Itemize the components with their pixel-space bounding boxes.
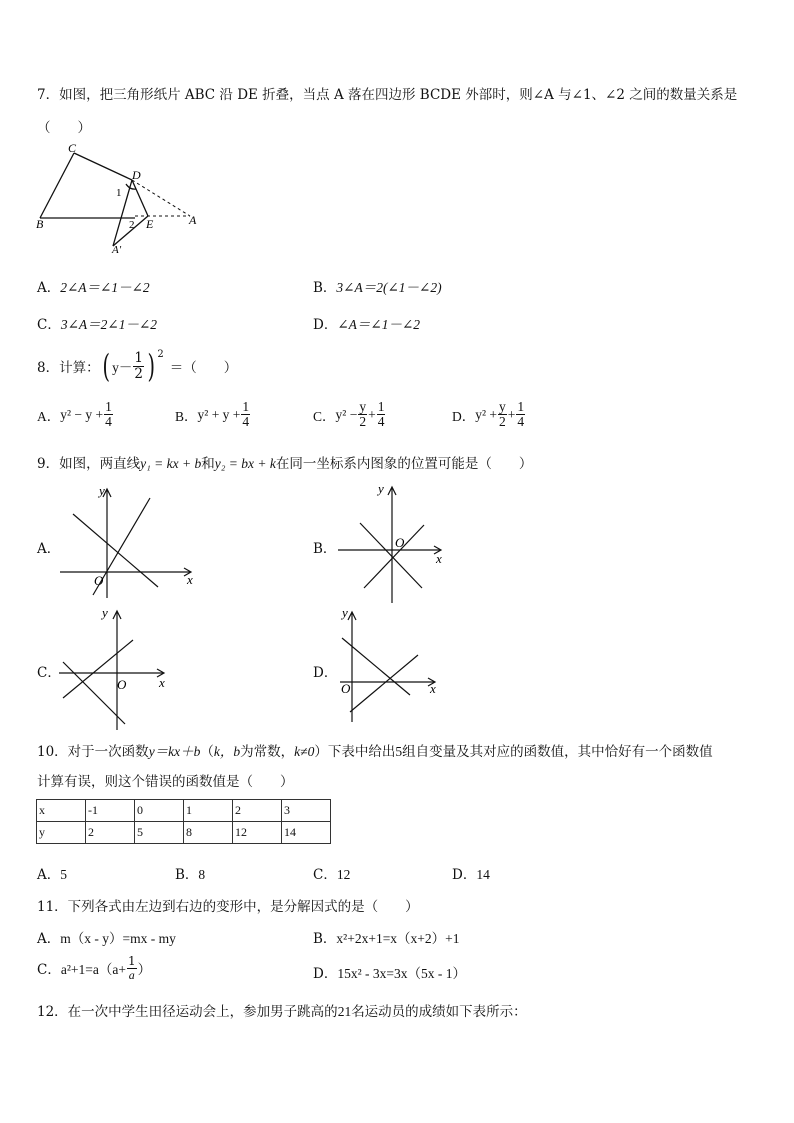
q12-stem: 12．在一次中学生田径运动会上，参加男子跳高的21名运动员的成绩如下表所示： bbox=[37, 1004, 527, 1020]
q7-option-d-text: ∠A＝∠1－∠2 bbox=[337, 317, 421, 332]
q8-option-b-fraction: $\frac{1}{4}$ bbox=[242, 399, 250, 430]
q9-option-a-label: A． bbox=[37, 541, 61, 557]
q9-eq1: y₁ = kx + b bbox=[140, 456, 202, 471]
q10-option-b: B．8 bbox=[175, 867, 206, 883]
q11-stem: 11．下列各式由左边到右边的变形中，是分解因式的是（ ） bbox=[37, 899, 419, 915]
table-cell: 3 bbox=[282, 800, 331, 822]
q7-option-c-text: 3∠A＝2∠1－∠2 bbox=[60, 317, 158, 332]
q11-option-c: C． a²+1=a（a+ $\frac{1}{a}$ ） bbox=[37, 954, 152, 982]
table-cell: -1 bbox=[86, 800, 135, 822]
q8-fraction: $\frac{1}{2}$ bbox=[134, 350, 143, 382]
q8-stem: 8．计算： ( y－ $\frac{1}{2}$ ) $^2$ ＝（ ） bbox=[37, 347, 238, 385]
q9-option-c-label: C． bbox=[37, 665, 61, 681]
table-cell: 2 bbox=[86, 822, 135, 844]
q10-line1: 10．对于一次函数y＝kx＋b（k，b为常数，k≠0）下表中给出5组自变量及其对应的函数值，其中恰好有一个函数值 bbox=[37, 744, 713, 760]
q9-option-b-graph bbox=[330, 478, 460, 608]
q9-eq2: y₂ = bx + k bbox=[214, 456, 276, 471]
q11-option-b: B．x²+2x+1=x（x+2）+1 bbox=[313, 931, 460, 947]
q9-option-d-graph bbox=[330, 600, 450, 725]
q7-label-e: E bbox=[146, 217, 154, 231]
q11-option-d: D．15x² - 3x=3x（5x - 1） bbox=[313, 966, 466, 982]
table-row bbox=[37, 800, 331, 822]
q7-option-b bbox=[313, 276, 442, 296]
table-cell: 1 bbox=[184, 800, 233, 822]
q8-prefix: 8．计算： bbox=[37, 360, 100, 376]
table-cell: x bbox=[37, 800, 86, 822]
svg-text:y: y bbox=[99, 483, 105, 498]
q10-line2: 计算有误，则这个错误的函数值是（ ） bbox=[37, 774, 294, 790]
svg-text:x: x bbox=[159, 675, 165, 690]
q8-option-d-fraction-1: $\frac{y}{2}$ bbox=[499, 399, 506, 430]
q7-stem: 7．如图，把三角形纸片 ABC 沿 DE 折叠，当点 A 落在四边形 BCDE 外部时，则∠A 与∠1、∠2 之间的数量关系是 bbox=[37, 87, 738, 103]
q8-option-a-letter: A． bbox=[37, 408, 61, 424]
q11-option-a: A．m（x - y）=mx - my bbox=[37, 931, 176, 947]
q8-option-b-letter: B． bbox=[175, 408, 198, 424]
q7-option-a-text: 2∠A＝∠1－∠2 bbox=[60, 280, 150, 295]
table-cell: y bbox=[37, 822, 86, 844]
q7-option-a bbox=[37, 276, 150, 296]
table-cell: 0 bbox=[135, 800, 184, 822]
svg-text:x: x bbox=[187, 572, 193, 587]
svg-text:O: O bbox=[395, 535, 405, 550]
q10-option-c: C．12 bbox=[313, 867, 351, 883]
svg-text:x: x bbox=[436, 551, 442, 566]
svg-text:y: y bbox=[102, 605, 108, 620]
svg-text:x: x bbox=[430, 681, 436, 696]
q10-func: y＝kx＋b bbox=[148, 744, 201, 759]
q8-option-a bbox=[37, 400, 114, 429]
q8-option-c-fraction-1: $\frac{y}{2}$ bbox=[359, 399, 367, 430]
table-cell: 14 bbox=[282, 822, 331, 844]
svg-text:y: y bbox=[378, 481, 384, 496]
q7-option-d bbox=[313, 313, 420, 333]
q8-power: 2 bbox=[157, 348, 164, 360]
q7-label-a: A bbox=[189, 213, 197, 227]
q10-option-a: A．5 bbox=[37, 867, 67, 883]
q8-option-a-pre: y² − y + bbox=[60, 406, 104, 422]
q9-stem: 9．如图，两直线y₁ = kx + b和y₂ = bx + k在同一坐标系内图象的位置可能是（ ） bbox=[37, 456, 533, 472]
q7-option-a-letter: A． bbox=[37, 280, 61, 296]
q7-label-c: C bbox=[68, 141, 77, 155]
q10-option-d: D．14 bbox=[452, 867, 490, 883]
q9-option-c-graph bbox=[55, 600, 185, 735]
q10-value-table bbox=[36, 799, 331, 844]
q8-option-c: C． y² − $\frac{y}{2}$ + $\frac{1}{4}$ bbox=[313, 399, 385, 430]
table-row bbox=[37, 822, 331, 844]
svg-text:O: O bbox=[94, 573, 104, 588]
q8-option-c-letter: C． bbox=[313, 408, 336, 424]
q7-option-b-letter: B． bbox=[313, 280, 337, 296]
q8-option-d-letter: D． bbox=[452, 408, 476, 424]
q9-option-d-label: D． bbox=[313, 665, 338, 681]
q7-label-angle1: 1 bbox=[116, 187, 122, 199]
q7-label-b: B bbox=[36, 217, 44, 231]
q8-option-d-fraction-2: $\frac{1}{4}$ bbox=[517, 399, 525, 430]
q9-option-a-graph bbox=[55, 480, 205, 605]
table-cell: 8 bbox=[184, 822, 233, 844]
q7-option-b-text: 3∠A＝2(∠1－∠2) bbox=[336, 280, 442, 295]
q7-label-d: D bbox=[132, 168, 141, 182]
q8-base: y－ bbox=[112, 360, 133, 375]
table-cell: 5 bbox=[135, 822, 184, 844]
q9-option-b-label: B． bbox=[313, 541, 337, 557]
q8-option-d: D． y² + $\frac{y}{2}$ + $\frac{1}{4}$ bbox=[452, 399, 525, 430]
q7-label-angle2: 2 bbox=[129, 219, 135, 231]
svg-text:y: y bbox=[342, 605, 348, 620]
q7-option-c-letter: C． bbox=[37, 317, 61, 333]
q11-option-c-fraction: $\frac{1}{a}$ bbox=[127, 954, 136, 982]
q8-option-d-pre: y² + bbox=[475, 406, 498, 422]
q7-answer-blank: （ ） bbox=[37, 120, 91, 136]
q7-label-a-prime: A′ bbox=[112, 244, 122, 256]
q7-option-c bbox=[37, 313, 157, 333]
svg-text:O: O bbox=[341, 681, 351, 696]
table-cell: 12 bbox=[233, 822, 282, 844]
q8-option-a-fraction: $\frac{1}{4}$ bbox=[105, 399, 112, 430]
q8-option-c-pre: y² − bbox=[335, 406, 358, 422]
q8-option-c-fraction-2: $\frac{1}{4}$ bbox=[377, 399, 385, 430]
svg-text:O: O bbox=[117, 677, 127, 692]
q7-option-d-letter: D． bbox=[313, 317, 338, 333]
q7-figure bbox=[30, 138, 210, 258]
table-cell: 2 bbox=[233, 800, 282, 822]
q8-option-b-pre: y² + y + bbox=[197, 406, 241, 422]
q8-option-b bbox=[175, 400, 251, 429]
q8-suffix: ＝（ ） bbox=[169, 360, 238, 376]
